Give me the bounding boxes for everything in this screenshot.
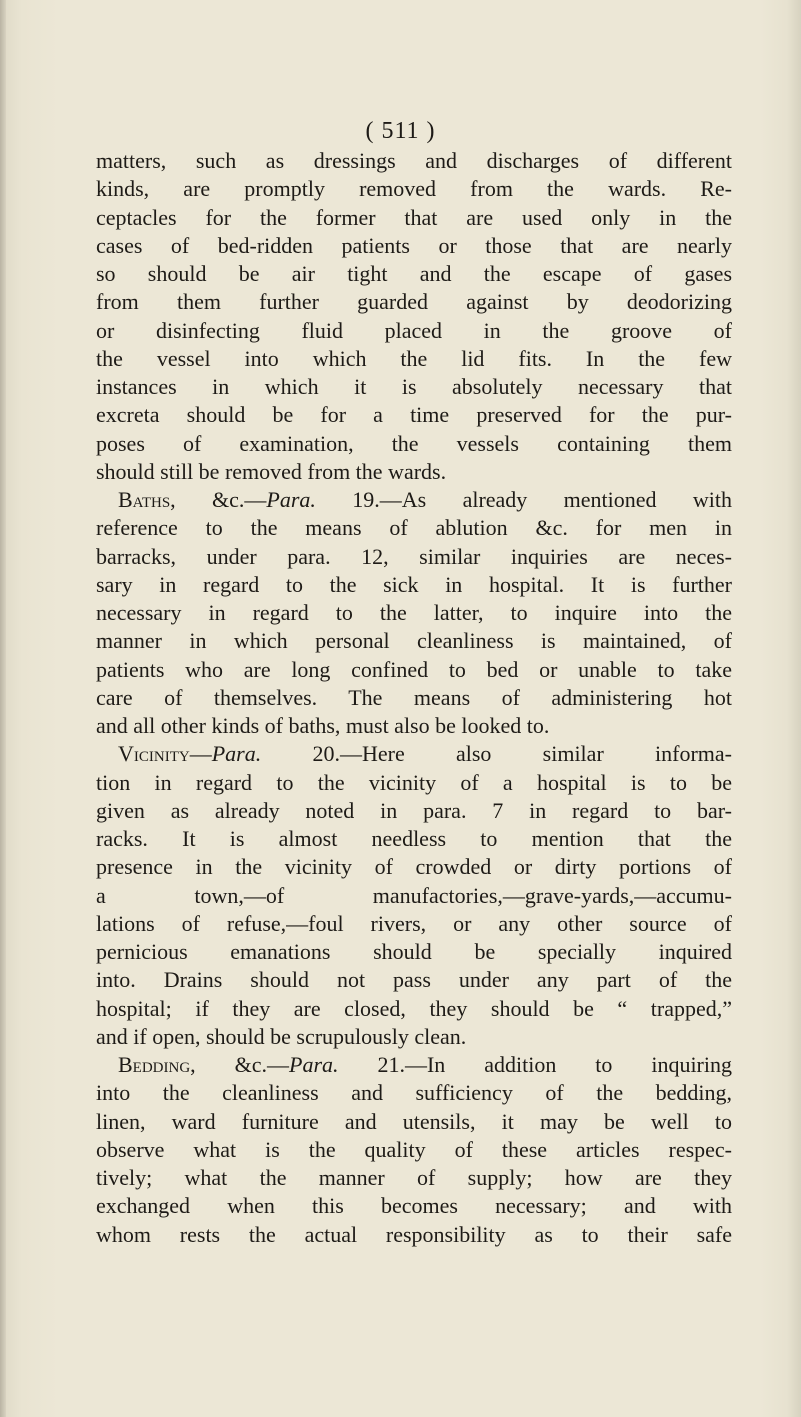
page-number: ( 511 ): [365, 118, 436, 144]
section-heading-baths: Baths,: [118, 487, 176, 512]
text-line: lations of refuse,—foul rivers, or any other source of: [96, 910, 732, 936]
text-line: so should be air tight and the escape of gases: [96, 261, 732, 286]
section-heading-vicinity: Vicinity: [118, 741, 190, 767]
body-text: [96, 147, 732, 1249]
text-line: from them further guarded against by deodorizing: [96, 289, 732, 315]
text-line: presence in the vicinity of crowded or dirty portions of: [96, 854, 732, 880]
text-line: necessary in regard to the latter, to inquire into the: [96, 600, 732, 625]
section-etc: &c.—: [195, 1052, 289, 1077]
section-etc: &c.—: [175, 487, 267, 512]
binding-edge: [0, 0, 6, 1417]
section-lead: 21.—In addition to inquiring: [338, 1052, 732, 1077]
text-line: care of themselves. The means of administering hot: [96, 684, 732, 710]
section-lead: 20.—Here also similar informa-: [261, 741, 732, 767]
text-line: or disinfecting fluid placed in the groove of: [96, 317, 732, 343]
para-label: Para.: [289, 1052, 339, 1077]
text-line: should still be removed from the wards.: [96, 458, 447, 484]
text-line: cases of bed-ridden patients or those that are nearly: [96, 232, 732, 258]
text-line: racks. It is almost needless to mention that the: [96, 826, 732, 851]
text-line: kinds, are promptly removed from the wards. Re-: [96, 176, 732, 202]
text-line: linen, ward furniture and utensils, it may be well to: [96, 1108, 732, 1134]
text-line: tively; what the manner of supply; how are they: [96, 1165, 732, 1190]
text-line: patients who are long confined to bed or unable to take: [96, 656, 732, 682]
text-line: barracks, under para. 12, similar inquiries are neces-: [96, 543, 732, 569]
text-line: whom rests the actual responsibility as to their safe: [96, 1221, 732, 1247]
text-line: given as already noted in para. 7 in regard to bar-: [96, 797, 732, 823]
text-line: matters, such as dressings and discharges of different: [96, 148, 732, 173]
text-line: and if open, should be scrupulously clean.: [96, 1023, 467, 1049]
text-line: hospital; if they are closed, they should be “ trapped,”: [96, 995, 732, 1021]
text-line: pernicious emanations should be specially inquired: [96, 939, 732, 964]
section-vicinity: [96, 740, 732, 768]
text-line: poses of examination, the vessels containing them: [96, 430, 732, 456]
text-line: ceptacles for the former that are used only in the: [96, 204, 732, 230]
section-baths: [96, 486, 732, 514]
section-bedding: [96, 1051, 732, 1079]
text-line: a town,—of manufactories,—grave-yards,—accumu-: [96, 882, 732, 908]
section-lead: 19.—As already mentioned with: [315, 487, 732, 512]
page-edge-shadow: [787, 0, 801, 1417]
text-line: the vessel into which the lid fits. In the few: [96, 345, 732, 371]
text-line: observe what is the quality of these articles respec-: [96, 1136, 732, 1162]
text-line: excreta should be for a time preserved for the pur-: [96, 402, 732, 428]
text-line: manner in which personal cleanliness is maintained, of: [96, 628, 732, 654]
text-line: into. Drains should not pass under any part of the: [96, 967, 732, 993]
para-label: Para.: [266, 487, 316, 512]
section-heading-bedding: Bedding,: [118, 1052, 196, 1077]
text-line: into the cleanliness and sufficiency of the bedding,: [96, 1080, 732, 1106]
text-line: tion in regard to the vicinity of a hospital is to be: [96, 769, 732, 795]
text-line: sary in regard to the sick in hospital. It is further: [96, 571, 732, 597]
text-line: reference to the means of ablution &c. for men in: [96, 515, 732, 541]
para-label: Para.: [211, 741, 262, 767]
text-line: exchanged when this becomes necessary; and with: [96, 1193, 732, 1219]
text-line: and all other kinds of baths, must also be looked to.: [96, 713, 550, 738]
section-dash: —: [189, 741, 212, 767]
text-line: instances in which it is absolutely necessary that: [96, 374, 732, 399]
